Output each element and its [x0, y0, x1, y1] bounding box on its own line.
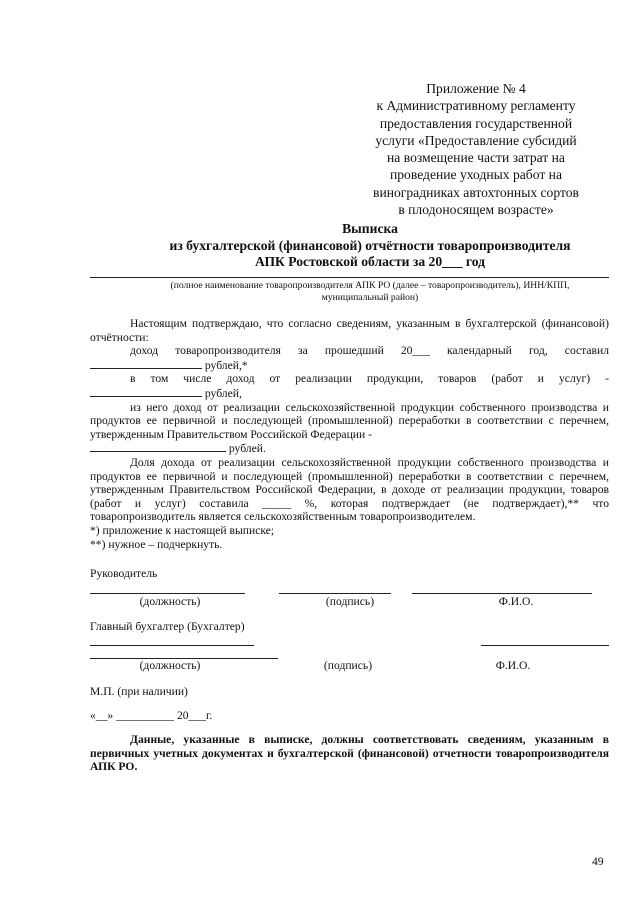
- title-line: из бухгалтерской (финансовой) отчётности товаропроизводителя: [169, 237, 571, 253]
- appendix-line: проведение уходных работ на: [389, 167, 562, 183]
- head-signature-caption: (подпись): [325, 595, 375, 608]
- statement-intro: Настоящим подтверждаю, что согласно сведениям, указанным в бухгалтерской (финансовой) отчётности:: [90, 317, 609, 344]
- income-total-row: [90, 358, 609, 373]
- income-agri-blank: [90, 441, 226, 452]
- appendix-line: услуги «Предоставление субсидий: [375, 132, 577, 148]
- accountant-signature-caption: (подпись): [323, 659, 373, 672]
- income-sales-blank: [90, 386, 202, 397]
- income-total-unit: рублей,*: [204, 358, 248, 372]
- share-text: Доля дохода от реализации сельскохозяйственной продукции собственного производства и продуктов ее первичной и последующей (промышленной) переработки в соответствии с перечнем, утвержденным Правительством Российской Федерации, в доходе от реализации продукции, товаров (работ и услуг) составила _____ %, которая подтверждает (не подтверждает),** что товаропроизводитель является сельскохозяйственным товаропроизводителем.: [90, 455, 609, 524]
- income-agri-text: из него доход от реализации сельскохозяйственной продукции собственного производства и продуктов ее первичной и последующей (промышленной) переработки в соответствии с перечнем, утвержденным Правительством Российской Федерации -: [90, 400, 609, 441]
- head-position-caption: (должность): [139, 595, 201, 608]
- income-agri-unit: рублей.: [228, 442, 266, 456]
- accountant-name-caption: Ф.И.О.: [495, 659, 531, 672]
- producer-name-line: [90, 277, 609, 278]
- title-line: АПК Ростовской области за 20___ год: [254, 254, 486, 269]
- appendix-line: виноградниках автохтонных сортов: [373, 184, 579, 200]
- document-title: [90, 221, 640, 271]
- head-label: Руководитель: [90, 567, 158, 580]
- income-total-text: доход товаропроизводителя за прошедший 20___ календарный год, составил: [130, 344, 609, 358]
- appendix-line: к Административному регламенту: [376, 98, 576, 114]
- income-total-blank: [90, 358, 202, 369]
- page-number: 49: [592, 855, 604, 868]
- appendix-header: [330, 80, 622, 218]
- stamp-label: М.П. (при наличии): [90, 685, 188, 698]
- appendix-line: в плодоносящем возрасте»: [398, 202, 554, 218]
- data-consistency-note: [90, 733, 609, 774]
- statement-body: [90, 317, 609, 551]
- footnote-2: **) нужное – подчеркнуть.: [90, 537, 223, 551]
- accountant-extra-line: [90, 645, 254, 646]
- caption-line: муниципальный район): [321, 292, 419, 303]
- income-agri-row: [90, 441, 609, 456]
- accountant-label: Главный бухгалтер (Бухгалтер): [90, 620, 245, 633]
- head-position-line: [90, 593, 245, 594]
- appendix-line: Приложение № 4: [426, 81, 526, 96]
- appendix-line: предоставления государственной: [379, 115, 573, 131]
- income-sales-text: в том числе доход от реализации продукции, товаров (работ и услуг) -: [130, 372, 609, 386]
- title-line: Выписка: [342, 221, 398, 236]
- caption-line: (полное наименование товаропроизводителя АПК РО (далее – товаропроизводитель), ИНН/КПП,: [170, 280, 570, 291]
- head-name-line: [412, 593, 592, 594]
- accountant-name-line: [481, 645, 609, 646]
- producer-name-caption: [130, 280, 610, 304]
- income-sales-row: [90, 386, 609, 401]
- appendix-line: на возмещение части затрат на: [387, 150, 565, 166]
- income-sales-unit: рублей,: [204, 386, 242, 400]
- note-text: Данные, указанные в выписке, должны соответствовать сведениям, указанным в первичных учетных документах и бухгалтерской (финансовой) отчетности товаропроизводителя АПК РО.: [90, 733, 609, 774]
- head-signature-line: [279, 593, 391, 594]
- accountant-position-caption: (должность): [139, 659, 201, 672]
- head-name-caption: Ф.И.О.: [498, 595, 534, 608]
- footnote-1: *) приложение к настоящей выписке;: [90, 523, 275, 537]
- date-line: «__» __________ 20___г.: [90, 709, 213, 722]
